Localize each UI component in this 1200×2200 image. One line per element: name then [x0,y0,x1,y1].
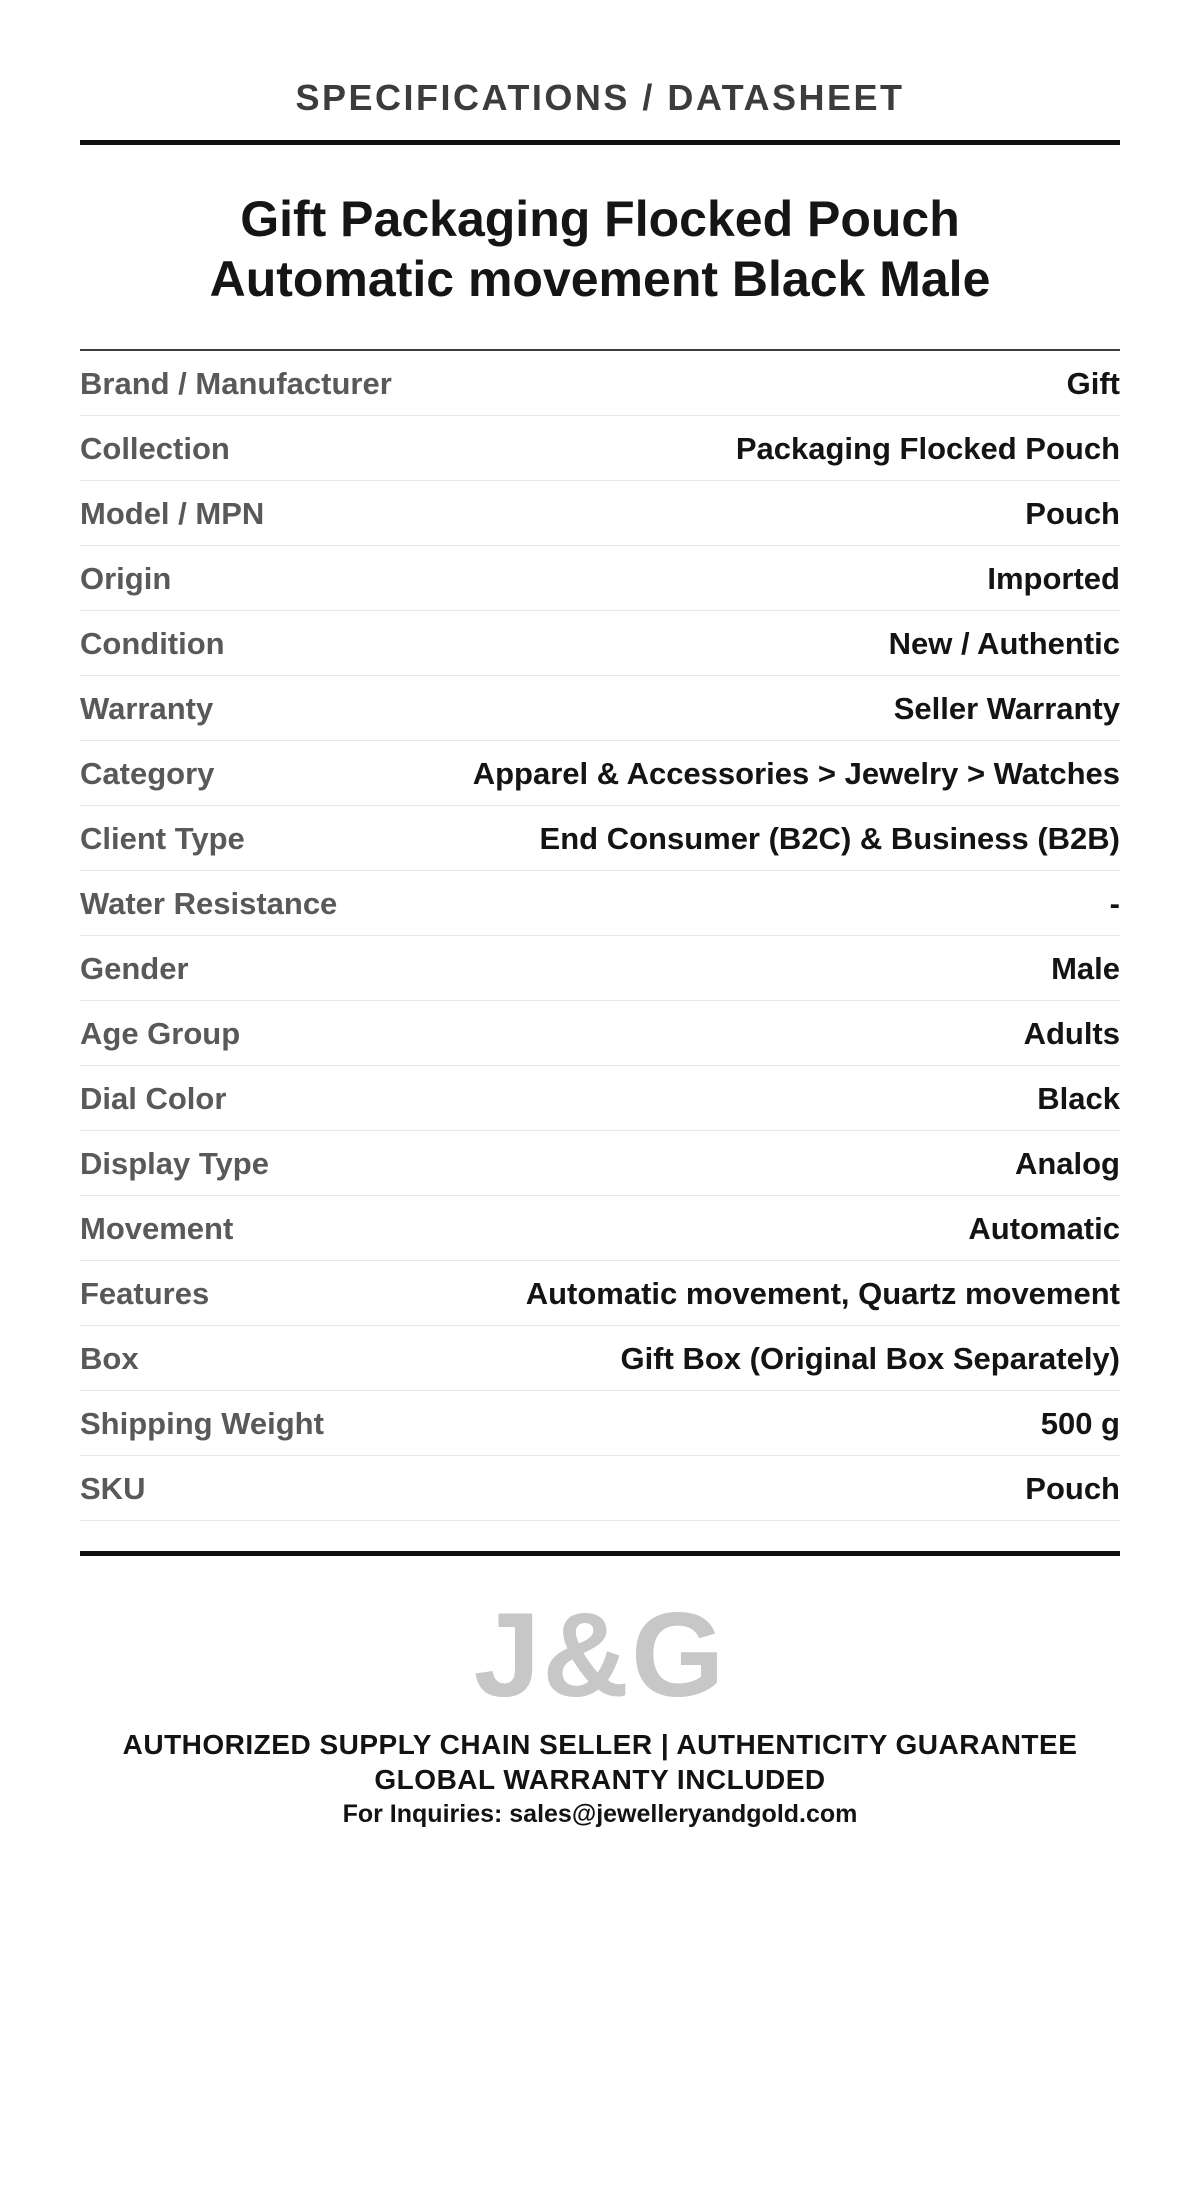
footer-warranty-line: GLOBAL WARRANTY INCLUDED [374,1764,826,1795]
datasheet-page [0,76,1200,2200]
spec-value: Analog [1014,1146,1120,1181]
spec-label: Origin [80,561,172,596]
spec-value: Packaging Flocked Pouch [735,431,1120,466]
spec-row [80,806,1120,871]
spec-label: Condition [80,626,225,661]
spec-value: Gift Box (Original Box Separately) [620,1341,1120,1376]
spec-label: SKU [80,1471,146,1506]
footer [80,1727,1120,1832]
product-title [80,189,1120,309]
spec-value: Male [1051,951,1120,986]
spec-label: Dial Color [80,1081,227,1116]
spec-label: Movement [80,1211,234,1246]
spec-value: Pouch [1025,1471,1120,1506]
spec-row [80,611,1120,676]
spec-label: Model / MPN [80,496,265,531]
bottom-divider [80,1551,1120,1556]
spec-value: Pouch [1025,496,1120,531]
spec-row [80,1001,1120,1066]
spec-row [80,546,1120,611]
top-divider [80,140,1120,145]
page-title: SPECIFICATIONS / DATASHEET [295,77,905,118]
spec-label: Features [80,1276,210,1311]
spec-row [80,1261,1120,1326]
spec-value: Adults [1023,1016,1120,1051]
spec-row [80,1391,1120,1456]
footer-inquiries-line: For Inquiries: sales@jewelleryandgold.com [342,1800,858,1828]
spec-row [80,741,1120,806]
spec-value: Gift [1066,366,1120,401]
spec-value: 500 g [1040,1406,1120,1441]
product-title-line-1: Gift Packaging Flocked Pouch [240,191,960,247]
spec-row [80,1131,1120,1196]
spec-value: New / Authentic [888,626,1120,661]
spec-value: Automatic movement, Quartz movement [525,1276,1120,1311]
footer-authorized-line: AUTHORIZED SUPPLY CHAIN SELLER | AUTHENTICITY GUARANTEE [122,1729,1078,1760]
spec-row [80,351,1120,416]
spec-label: Display Type [80,1146,269,1181]
spec-label: Gender [80,951,189,986]
spec-table [80,351,1120,1521]
spec-row [80,1196,1120,1261]
spec-row [80,676,1120,741]
spec-label: Client Type [80,821,245,856]
spec-row [80,1326,1120,1391]
spec-value: Apparel & Accessories > Jewelry > Watches [472,756,1120,791]
brand-logo: J&G [473,1588,727,1722]
spec-row [80,416,1120,481]
spec-row [80,481,1120,546]
spec-value: Black [1037,1081,1120,1116]
spec-row [80,1066,1120,1131]
spec-label: Warranty [80,691,214,726]
spec-value: End Consumer (B2C) & Business (B2B) [539,821,1120,856]
spec-label: Box [80,1341,139,1376]
spec-value: - [1109,886,1120,921]
spec-row [80,871,1120,936]
spec-label: Water Resistance [80,886,338,921]
spec-row [80,1456,1120,1521]
spec-value: Seller Warranty [893,691,1120,726]
spec-row [80,936,1120,1001]
spec-label: Brand / Manufacturer [80,366,392,401]
spec-value: Imported [987,561,1120,596]
spec-label: Age Group [80,1016,241,1051]
spec-label: Shipping Weight [80,1406,324,1441]
spec-label: Collection [80,431,230,466]
spec-label: Category [80,756,215,791]
spec-value: Automatic [968,1211,1120,1246]
product-title-line-2: Automatic movement Black Male [209,251,991,307]
